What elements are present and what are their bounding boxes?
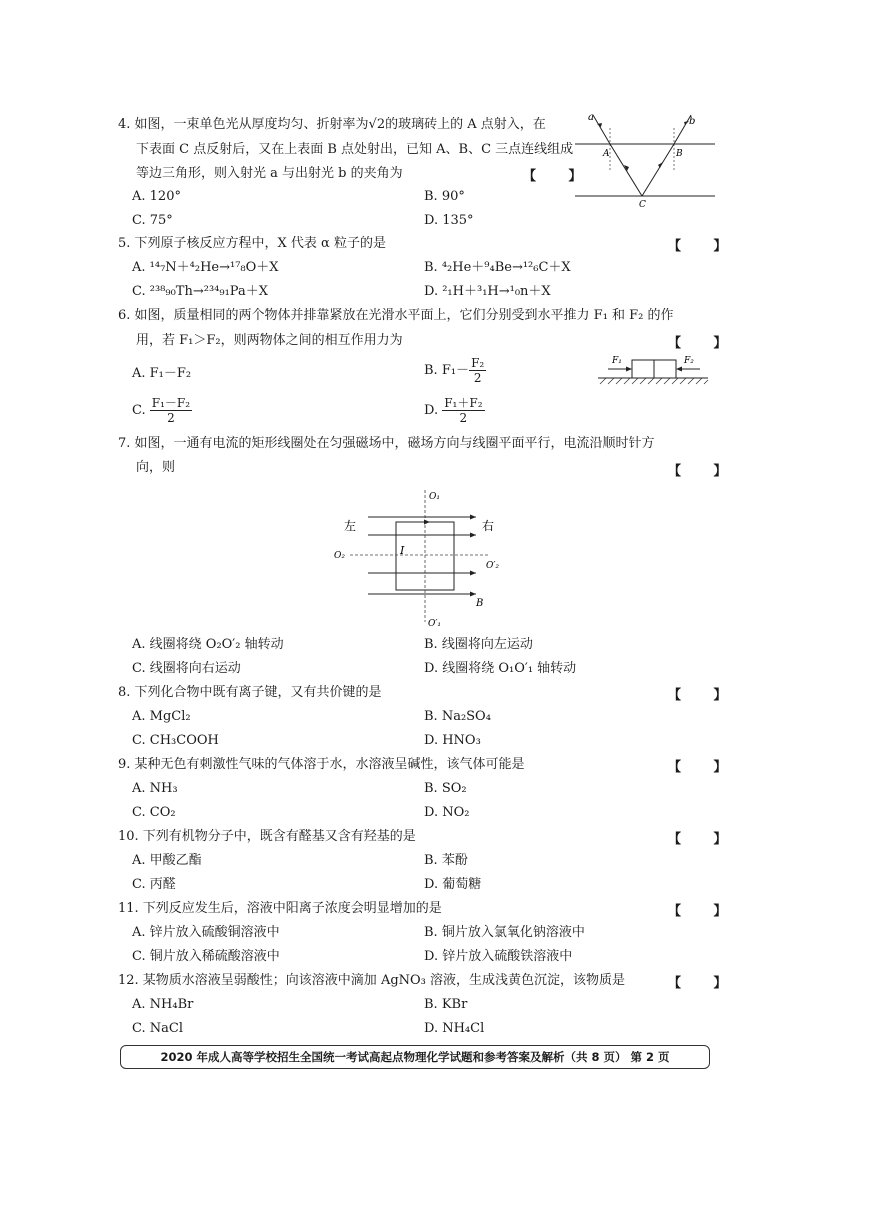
q12-answer-bracket[interactable]: 【 】 [668,976,741,991]
q7-fig-label-o1-prime: O′₁ [428,619,442,629]
q4-option-a[interactable]: A. 120° [132,189,181,204]
q9-option-d[interactable]: D. NO₂ [424,805,470,820]
q8-option-d[interactable]: D. HNO₃ [424,733,481,748]
q12-option-d[interactable]: D. NH₄Cl [424,1021,485,1036]
q4-fig-label-b: b [689,116,696,127]
q9-stem: 9. 某种无色有刺激性气味的气体溶于水，水溶液呈碱性，该气体可能是 [118,757,525,772]
q5-option-d[interactable]: D. ²₁H＋³₁H→¹₀n＋X [424,284,551,299]
q7-option-a[interactable]: A. 线圈将绕 O₂O′₂ 轴转动 [132,637,284,652]
q11-option-c[interactable]: C. 铜片放入稀硫酸溶液中 [132,949,280,964]
page-footer: 2020 年成人高等学校招生全国统一考试高起点物理化学试题和参考答案及解析（共 8 页） 第 2 页 [120,1045,710,1069]
q6-option-d-prefix: D. [424,403,439,418]
q6-option-c-numerator: F₁－F₂ [151,396,191,410]
q4-fig-label-B: B [676,149,683,159]
q4-fig-label-A: A [603,149,610,159]
q10-option-d[interactable]: D. 葡萄糖 [424,877,482,892]
q6-fig-label-f1: F₁ [612,356,622,366]
q7-fig-label-o1: O₁ [429,492,440,502]
q8-option-c[interactable]: C. CH₃COOH [132,733,219,748]
q9-option-c[interactable]: C. CO₂ [132,805,176,820]
q4-option-d[interactable]: D. 135° [424,213,474,228]
q7-fig-label-current: I [400,544,405,557]
q7-coil-magnetic-field-diagram [330,482,510,632]
q6-stem-line1: 6. 如图，质量相同的两个物体并排靠紧放在光滑水平面上，它们分别受到水平推力 F₁ 和 F₂ 的作 [118,308,674,323]
q12-option-c[interactable]: C. NaCl [132,1021,183,1036]
q6-stem-line2: 用，若 F₁＞F₂，则两物体之间的相互作用力为 [136,333,403,348]
q4-answer-bracket[interactable]: 【 】 [523,169,596,184]
q6-option-d-denominator: 2 [459,411,468,425]
q4-fig-label-a: a [588,112,594,123]
q11-option-d[interactable]: D. 锌片放入硫酸铁溶液中 [424,949,573,964]
q4-option-c[interactable]: C. 75° [132,213,173,228]
q11-option-a[interactable]: A. 锌片放入硫酸铜溶液中 [132,925,280,940]
q7-fig-label-o2: O₂ [334,551,345,561]
q11-option-b[interactable]: B. 铜片放入氯氧化钠溶液中 [424,925,585,940]
q6-option-c[interactable] [132,396,192,426]
q5-option-a[interactable]: A. ¹⁴₇N＋⁴₂He→¹⁷₈O＋X [132,260,279,275]
q12-option-b[interactable]: B. KBr [424,997,468,1012]
q6-fig-label-f2: F₂ [684,356,694,366]
q10-option-c[interactable]: C. 丙醛 [132,877,176,892]
q10-answer-bracket[interactable]: 【 】 [668,832,741,847]
q7-fig-label-left: 左 [344,519,357,533]
q9-answer-bracket[interactable]: 【 】 [668,760,741,775]
q8-answer-bracket[interactable]: 【 】 [668,688,741,703]
q5-option-b[interactable]: B. ⁴₂He＋⁹₄Be→¹²₆C＋X [424,260,571,275]
q7-fig-label-o2-prime: O′₂ [486,561,500,571]
q6-option-b-denominator: 2 [473,371,482,385]
q6-option-b[interactable] [424,356,486,386]
q6-option-b-prefix: B. F₁－ [424,363,470,378]
q6-option-b-numerator: F₂ [471,356,485,370]
q7-fig-label-right: 右 [482,519,495,533]
q11-answer-bracket[interactable]: 【 】 [668,904,741,919]
q4-stem-line3: 等边三角形，则入射光 a 与出射光 b 的夹角为 [136,166,403,181]
q10-option-a[interactable]: A. 甲酸乙酯 [132,853,202,868]
q6-blocks-diagram [590,350,715,390]
q7-option-b[interactable]: B. 线圈将向左运动 [424,637,533,652]
q7-stem-line1: 7. 如图，一通有电流的矩形线圈处在匀强磁场中，磁场方向与线圈平面平行，电流沿顺时针方 [118,436,655,451]
q4-option-b[interactable]: B. 90° [424,189,465,204]
q6-option-d-numerator: F₁＋F₂ [444,396,483,410]
q6-option-a[interactable]: A. F₁－F₂ [132,366,192,381]
q5-stem: 5. 下列原子核反应方程中，X 代表 α 粒子的是 [118,236,386,251]
q8-stem: 8. 下列化合物中既有离子键，又有共价键的是 [118,685,382,700]
q7-fig-label-b: B [476,598,484,609]
q8-option-b[interactable]: B. Na₂SO₄ [424,709,491,724]
q6-option-d[interactable] [424,396,485,426]
q12-stem: 12. 某物质水溶液呈弱酸性；向该溶液中滴加 AgNO₃ 溶液，生成浅黄色沉淀，该物质是 [118,973,626,988]
q8-option-a[interactable]: A. MgCl₂ [132,709,191,724]
q4-stem-line2: 下表面 C 点反射后，又在上表面 B 点处射出，已知 A、B、C 三点连线组成 [136,142,574,157]
q6-option-c-prefix: C. [132,403,146,418]
q12-option-a[interactable]: A. NH₄Br [132,997,194,1012]
q6-option-c-denominator: 2 [167,411,175,425]
q4-stem-line1: 4. 如图，一束单色光从厚度均匀、折射率为√2的玻璃砖上的 A 点射入，在 [118,117,546,132]
q4-fig-label-C: C [639,200,646,210]
q9-option-b[interactable]: B. SO₂ [424,781,467,796]
q4-glass-brick-diagram [575,110,715,210]
q11-stem: 11. 下列反应发生后，溶液中阳离子浓度会明显增加的是 [118,901,442,916]
q6-answer-bracket[interactable]: 【 】 [668,336,741,351]
q5-option-c[interactable]: C. ²³⁸₉₀Th→²³⁴₉₁Pa＋X [132,284,268,299]
q9-option-a[interactable]: A. NH₃ [132,781,178,796]
q10-stem: 10. 下列有机物分子中，既含有醛基又含有羟基的是 [118,829,416,844]
q7-option-c[interactable]: C. 线圈将向右运动 [132,661,241,676]
q7-stem-line2: 向，则 [136,460,176,475]
q7-option-d[interactable]: D. 线圈将绕 O₁O′₁ 轴转动 [424,661,577,676]
q5-answer-bracket[interactable]: 【 】 [668,239,741,254]
q7-answer-bracket[interactable]: 【 】 [668,464,741,479]
q10-option-b[interactable]: B. 苯酚 [424,853,468,868]
